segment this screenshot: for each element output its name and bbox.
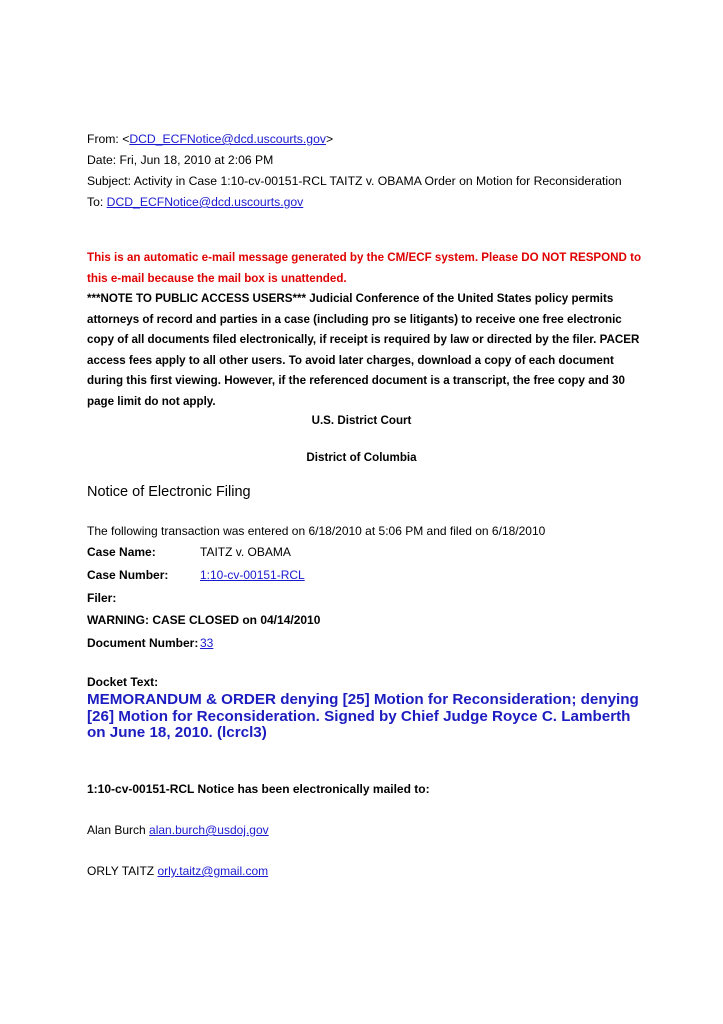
case-name-value: TAITZ v. OBAMA [200, 545, 291, 559]
recipient-row [87, 864, 268, 878]
recipient-email-link[interactable]: orly.taitz@gmail.com [157, 864, 269, 878]
docket-text: MEMORANDUM & ORDER denying [25] Motion for Reconsideration; denying [26] Motion for Reconsideration. Signed by Chief Judge Royce C. Lamberth on June 18, 2010. (lcrcl3) [87, 691, 639, 741]
court-name: U.S. District Court [311, 414, 412, 427]
email-date: Date: Fri, Jun 18, 2010 at 2:06 PM [87, 153, 274, 167]
transaction-text: The following transaction was entered on 6/18/2010 at 5:06 PM and filed on 6/18/2010 [87, 524, 546, 538]
recipient-row [87, 823, 269, 837]
case-number-link[interactable]: 1:10-cv-00151-RCL [200, 568, 305, 582]
mailed-heading: 1:10-cv-00151-RCL Notice has been electronically mailed to: [87, 782, 430, 796]
case-closed-warning: WARNING: CASE CLOSED on 04/14/2010 [87, 613, 321, 627]
docket-text-label: Docket Text: [87, 675, 159, 689]
document-number-link[interactable]: 33 [200, 636, 214, 650]
public-access-note: ***NOTE TO PUBLIC ACCESS USERS*** Judicial Conference of the United States policy permits attorneys of record and parties in a case (including pro se litigants) to receive one free electronic copy of all documents filed electronically, if receipt is required by law or directed by the filer. PACER access fees apply to all other users. To avoid later charges, download a copy of each document during this first viewing. However, if the referenced document is a transcript, the free copy and 30 page limit do not apply. [87, 292, 640, 408]
from-prefix: From: < [87, 132, 130, 146]
recipient-email-link[interactable]: alan.burch@usdoj.gov [149, 823, 269, 837]
case-number-label: Case Number: [87, 568, 169, 582]
from-email-link[interactable]: DCD_ECFNotice@dcd.uscourts.gov [129, 132, 326, 146]
to-prefix: To: [87, 195, 107, 209]
filer-label: Filer: [87, 591, 117, 605]
email-from [87, 131, 333, 147]
email-subject: Subject: Activity in Case 1:10-cv-00151-RCL TAITZ v. OBAMA Order on Motion for Reconsideration [87, 174, 622, 188]
case-name-label: Case Name: [87, 545, 156, 559]
document-number-label: Document Number: [87, 636, 199, 650]
to-email-link[interactable]: DCD_ECFNotice@dcd.uscourts.gov [106, 195, 304, 209]
recipient-name: Alan Burch [87, 823, 146, 837]
from-suffix: > [325, 132, 334, 146]
email-to [87, 194, 303, 210]
notice-title: Notice of Electronic Filing [87, 484, 251, 500]
recipient-name: ORLY TAITZ [87, 864, 155, 878]
auto-message-red-text: This is an automatic e-mail message generated by the CM/ECF system. Please DO NOT RESPOND to this e-mail because the mail box is unattended. [87, 251, 642, 285]
auto-message-warning [87, 248, 647, 412]
court-district: District of Columbia [306, 451, 417, 464]
